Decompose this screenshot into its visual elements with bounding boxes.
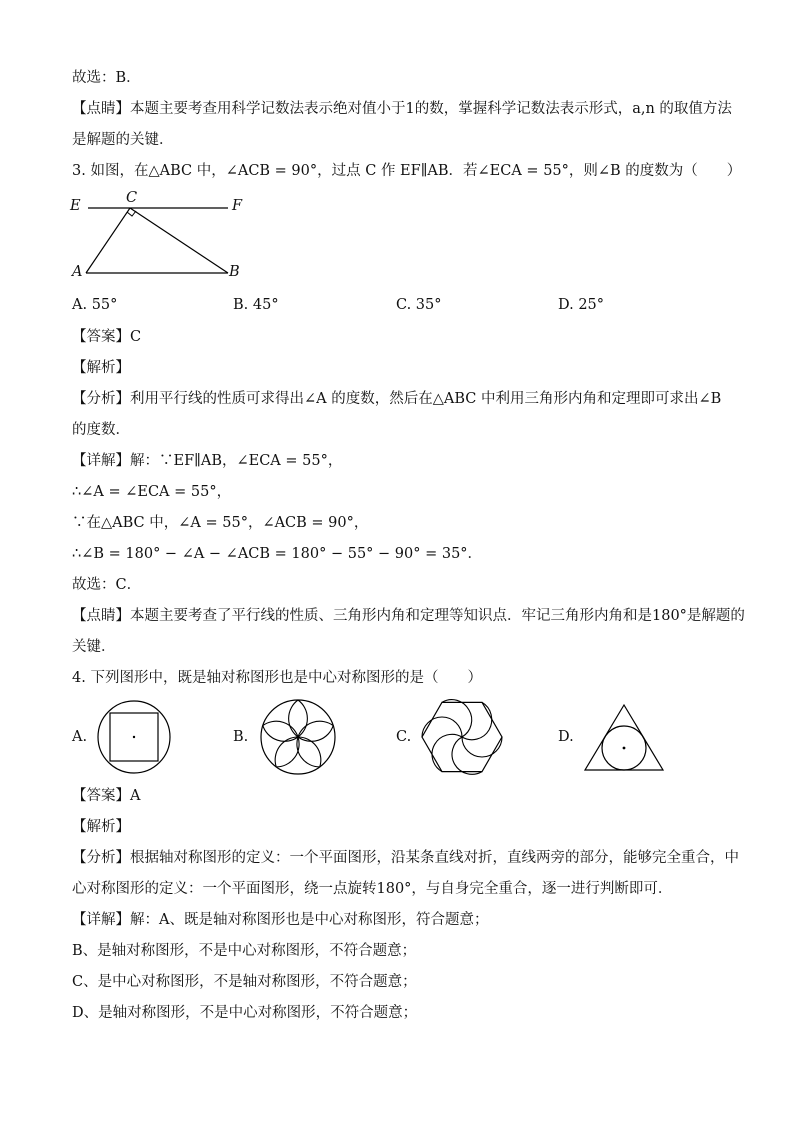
text-line: 关键． — [72, 639, 116, 655]
option-a-label: A. — [72, 729, 88, 745]
question-3: 3. 如图，在△ABC 中，∠ACB = 90°，过点 C 作 EF∥AB．若∠ECA = 55°，则∠B 的度数为（ ） — [72, 163, 742, 179]
pinwheel-arc — [452, 737, 482, 774]
text-line: 【解析】 — [72, 360, 130, 376]
option-a: A. 55° — [72, 297, 118, 313]
figure-b-flower — [261, 700, 335, 774]
text-line: ∴∠A = ∠ECA = 55°， — [72, 484, 232, 500]
figure-a-circle-square — [98, 701, 170, 773]
text-line: 是解题的关键． — [72, 132, 174, 148]
text-line: 【点睛】本题主要考查了平行线的性质、三角形内角和定理等知识点．牢记三角形内角和是180°是解题的 — [72, 608, 745, 624]
answer-4: 【答案】A — [72, 788, 141, 804]
text-line: 心对称图形的定义：一个平面图形，绕一点旋转180°，与自身完全重合，逐一进行判断即可． — [72, 881, 673, 897]
text-line: 【解析】 — [72, 819, 130, 835]
text-line: 【点睛】本题主要考查用科学记数法表示绝对值小于1的数，掌握科学记数法表示形式，a,n 的取值方法 — [72, 101, 732, 117]
question-4: 4. 下列图形中，既是轴对称图形也是中心对称图形的是（ ） — [72, 670, 482, 686]
label-c: C — [126, 190, 138, 206]
text-line: C、是中心对称图形，不是轴对称图形，不符合题意； — [72, 974, 417, 990]
text-line: 的度数． — [72, 422, 130, 438]
figure-d-triangle-circle — [585, 705, 663, 770]
text-line: ∴∠B = 180° − ∠A − ∠ACB = 180° − 55° − 90° = 35°． — [72, 546, 483, 562]
text-line: 【分析】根据轴对称图形的定义：一个平面图形，沿某条直线对折，直线两旁的部分，能够完全重合，中 — [72, 850, 739, 866]
figure-c-hexagon — [422, 700, 502, 775]
text-line: B、是轴对称图形，不是中心对称图形，不符合题意； — [72, 943, 417, 959]
label-b: B — [229, 264, 240, 280]
text-line: 故选：B． — [72, 70, 141, 86]
option-b: B. 45° — [233, 297, 279, 313]
flower-petal — [289, 700, 308, 737]
label-f: F — [232, 198, 243, 214]
pinwheel-arc — [442, 700, 472, 737]
text-line: 【详解】解：A、既是轴对称图形也是中心对称图形，符合题意； — [72, 912, 489, 928]
option-d-label: D. — [558, 729, 574, 745]
label-e: E — [70, 198, 81, 214]
option-d: D. 25° — [558, 297, 605, 313]
text-line: 【详解】解：∵EF∥AB，∠ECA = 55°， — [72, 453, 343, 469]
text-line: D、是轴对称图形，不是中心对称图形，不符合题意； — [72, 1005, 418, 1021]
option-c: C. 35° — [396, 297, 442, 313]
option-b-label: B. — [233, 729, 249, 745]
answer-3: 【答案】C — [72, 329, 142, 345]
option-c-label: C. — [396, 729, 412, 745]
text-line: 故选：C． — [72, 577, 142, 593]
label-a: A — [72, 264, 83, 280]
text-line: ∵在△ABC 中，∠A = 55°，∠ACB = 90°， — [72, 515, 369, 531]
text-line: 【分析】利用平行线的性质可求得出∠A 的度数，然后在△ABC 中利用三角形内角和定理即可求出∠B — [72, 391, 722, 407]
